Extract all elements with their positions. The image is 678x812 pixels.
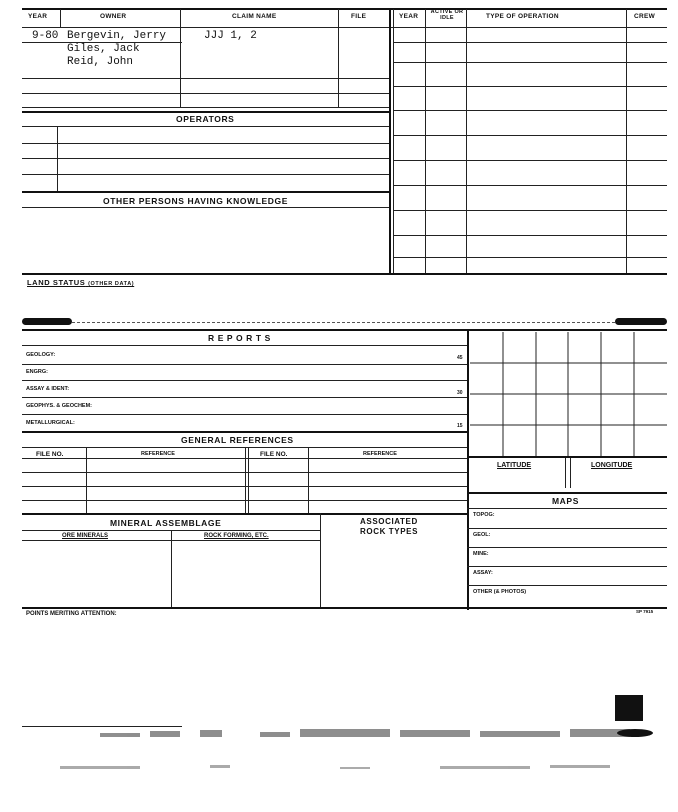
row-rule bbox=[22, 143, 389, 144]
col-reference-2: REFERENCE bbox=[363, 451, 397, 457]
row-rule bbox=[393, 257, 667, 258]
col-rock-forming: ROCK FORMING, ETC. bbox=[204, 533, 269, 539]
col-ore-minerals: ORE MINERALS bbox=[62, 533, 109, 539]
scale-number: 15 bbox=[457, 423, 463, 429]
row-rule bbox=[393, 160, 667, 161]
col-header-owner: OWNER bbox=[100, 13, 127, 20]
divider bbox=[308, 447, 309, 513]
row-rule bbox=[393, 210, 667, 211]
row-rule bbox=[22, 126, 389, 127]
scale-number: 30 bbox=[457, 390, 463, 396]
divider bbox=[320, 513, 321, 607]
row-rule bbox=[393, 135, 667, 136]
report-engrg: ENGRG: bbox=[26, 369, 48, 375]
row-rule bbox=[22, 78, 389, 79]
divider bbox=[180, 9, 181, 27]
scan-blot bbox=[615, 318, 667, 325]
claim-name-value: JJJ 1, 2 bbox=[204, 30, 257, 42]
row-rule bbox=[22, 472, 467, 473]
scale-number: 45 bbox=[457, 355, 463, 361]
scan-mark bbox=[615, 695, 643, 721]
row-rule bbox=[22, 158, 389, 159]
location-grid bbox=[470, 332, 667, 456]
row-rule bbox=[467, 566, 667, 567]
row-rule bbox=[22, 500, 467, 501]
maps-other: OTHER (& PHOTOS) bbox=[473, 589, 527, 595]
maps-assay: ASSAY: bbox=[473, 570, 493, 576]
associated-rock-types-line1: ASSOCIATED bbox=[360, 517, 418, 526]
main-vertical-divider bbox=[389, 9, 391, 274]
col-file-no-2: FILE NO. bbox=[260, 451, 288, 458]
divider bbox=[338, 9, 339, 27]
top-border bbox=[22, 8, 667, 10]
col-header-year: YEAR bbox=[28, 13, 48, 20]
reports-right-divider bbox=[467, 329, 469, 610]
operators-top-rule bbox=[22, 111, 389, 113]
row-rule bbox=[393, 110, 667, 111]
col-file-no: FILE NO. bbox=[36, 451, 64, 458]
maps-topog: TOPOG: bbox=[473, 512, 495, 518]
row-rule bbox=[467, 528, 667, 529]
divider bbox=[245, 447, 246, 513]
row-rule bbox=[22, 93, 389, 94]
mineral-assemblage-top-rule bbox=[22, 513, 467, 515]
associated-rock-types-line2: ROCK TYPES bbox=[360, 527, 419, 536]
row-rule bbox=[22, 207, 389, 208]
report-metallurgical: METALLURGICAL: bbox=[26, 420, 75, 426]
divider bbox=[60, 9, 61, 27]
maps-title: MAPS bbox=[552, 496, 579, 506]
form-number: SP 7915 bbox=[636, 609, 654, 614]
divider bbox=[86, 447, 87, 513]
report-geophys: GEOPHYS. & GEOCHEM: bbox=[26, 403, 93, 409]
top-table-bottom-rule bbox=[22, 273, 667, 275]
land-status-label: LAND STATUS (OTHER DATA) bbox=[27, 278, 135, 287]
col-header-claim-name: CLAIM NAME bbox=[232, 13, 277, 20]
reports-title: R E P O R T S bbox=[208, 333, 271, 343]
col-header-crew: CREW bbox=[634, 13, 656, 20]
bottom-rule bbox=[22, 607, 667, 609]
row-rule bbox=[467, 547, 667, 548]
row-rule bbox=[22, 486, 467, 487]
divider bbox=[565, 458, 566, 488]
col-header-active-idle: ACTIVE OR IDLE bbox=[430, 9, 464, 21]
header-bottom-rule bbox=[22, 27, 667, 28]
maps-top-rule bbox=[467, 492, 667, 494]
general-references-title: GENERAL REFERENCES bbox=[181, 435, 294, 445]
divider bbox=[338, 27, 339, 107]
scan-noise bbox=[90, 727, 660, 747]
row-rule bbox=[22, 345, 467, 346]
scan-noise bbox=[60, 760, 620, 772]
rule bbox=[467, 456, 667, 458]
row-rule bbox=[393, 185, 667, 186]
row-rule bbox=[22, 414, 467, 415]
col-reference: REFERENCE bbox=[141, 451, 175, 457]
col-header-file: FILE bbox=[351, 13, 367, 20]
points-meriting-attention-label: POINTS MERITING ATTENTION: bbox=[26, 611, 117, 617]
row-rule bbox=[393, 235, 667, 236]
operators-title: OPERATORS bbox=[176, 114, 235, 124]
divider bbox=[171, 530, 172, 607]
row-rule bbox=[22, 364, 467, 365]
row-rule bbox=[22, 107, 389, 108]
col-header-type-of-operation: TYPE OF OPERATION bbox=[486, 13, 559, 20]
owner-name-1: Bergevin, Jerry bbox=[67, 30, 167, 42]
other-persons-top-rule bbox=[22, 191, 389, 193]
row-rule bbox=[467, 508, 667, 509]
row-rule bbox=[22, 42, 182, 43]
owner-name-3: Reid, John bbox=[67, 56, 134, 68]
row-rule bbox=[22, 174, 389, 175]
mineral-assemblage-title: MINERAL ASSEMBLAGE bbox=[110, 518, 222, 528]
reports-top-rule bbox=[22, 329, 667, 331]
other-persons-title: OTHER PERSONS HAVING KNOWLEDGE bbox=[103, 196, 289, 206]
report-geology: GEOLOGY: bbox=[26, 352, 56, 358]
maps-geol: GEOL: bbox=[473, 532, 491, 538]
longitude-label: LONGITUDE bbox=[591, 462, 633, 469]
report-assay: ASSAY & IDENT: bbox=[26, 386, 70, 392]
row-rule bbox=[22, 380, 467, 381]
band-rule bbox=[72, 322, 615, 323]
maps-mine: MINE: bbox=[473, 551, 489, 557]
col-header-year-right: YEAR bbox=[399, 13, 419, 20]
divider bbox=[570, 458, 571, 488]
owner-row-year: 9-80 bbox=[32, 30, 59, 42]
latitude-label: LATITUDE bbox=[497, 462, 532, 469]
row-rule bbox=[393, 42, 667, 43]
row-rule bbox=[393, 62, 667, 63]
row-rule bbox=[467, 585, 667, 586]
scan-blot bbox=[22, 318, 72, 325]
row-rule bbox=[22, 397, 467, 398]
row-rule bbox=[393, 86, 667, 87]
divider bbox=[248, 447, 249, 513]
divider bbox=[180, 27, 181, 107]
general-references-top-rule bbox=[22, 431, 467, 433]
owner-name-2: Giles, Jack bbox=[67, 43, 140, 55]
